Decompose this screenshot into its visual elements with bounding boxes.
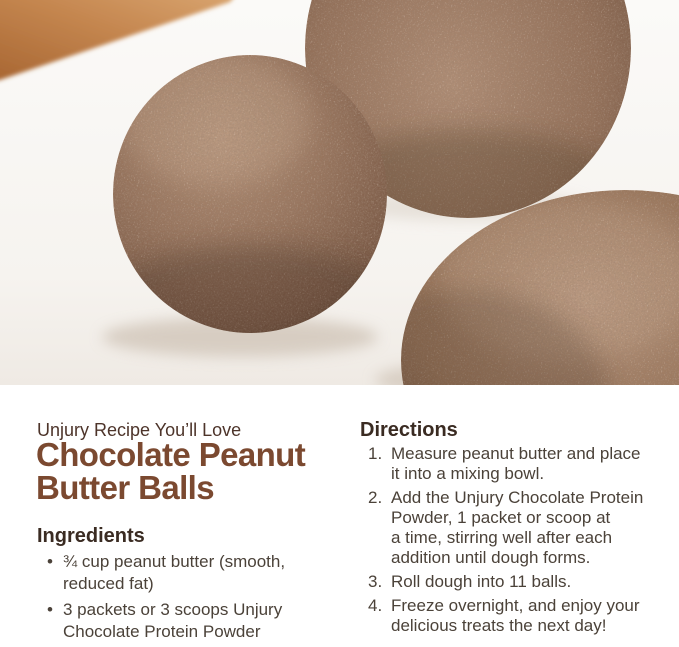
direction-step [360,572,672,592]
ingredient-item [37,599,337,642]
step-number: 1. [368,444,383,463]
step-text [391,444,641,484]
ingredient-text [63,551,285,594]
step-line: a time, stirring well after each [391,528,613,547]
ingredient-text [63,599,282,642]
step-line: Powder, 1 packet or scoop at [391,508,611,527]
step-line: Roll dough into 11 balls. [391,572,572,591]
step-line: Add the Unjury Chocolate Protein [391,488,644,507]
step-line: it into a mixing bowl. [391,464,545,483]
direction-step [360,596,672,636]
step-line: delicious treats the next day! [391,616,607,635]
ingredient-line: Chocolate Protein Powder [63,621,261,641]
directions-heading: Directions [360,419,458,441]
ingredient-line: 3 packets or 3 scoops Unjury [63,600,283,619]
step-text [391,488,643,568]
direction-step [360,488,672,568]
ingredients-list [37,551,337,647]
recipe-title-line2: Butter Balls [36,469,215,506]
ingredient-line: reduced fat) [63,573,154,593]
recipe-eyebrow: Unjury Recipe You’ll Love [37,420,242,440]
direction-step [360,444,672,484]
bullet-icon: • [47,552,53,571]
step-text [391,572,571,592]
step-line: addition until dough forms. [391,548,591,567]
step-number: 3. [368,572,383,591]
ingredient-line: ¾ cup peanut butter (smooth, [63,552,286,571]
step-text [391,596,640,636]
bullet-icon: • [47,600,53,619]
step-line: Freeze overnight, and enjoy your [391,596,640,615]
step-line: Measure peanut butter and place [391,444,641,463]
directions-list [360,444,672,640]
recipe-title [36,438,305,504]
step-number: 4. [368,596,383,615]
recipe-title-line1: Chocolate Peanut [36,436,306,473]
step-number: 2. [368,488,383,507]
ingredient-item [37,551,337,594]
ingredients-heading: Ingredients [37,525,145,547]
